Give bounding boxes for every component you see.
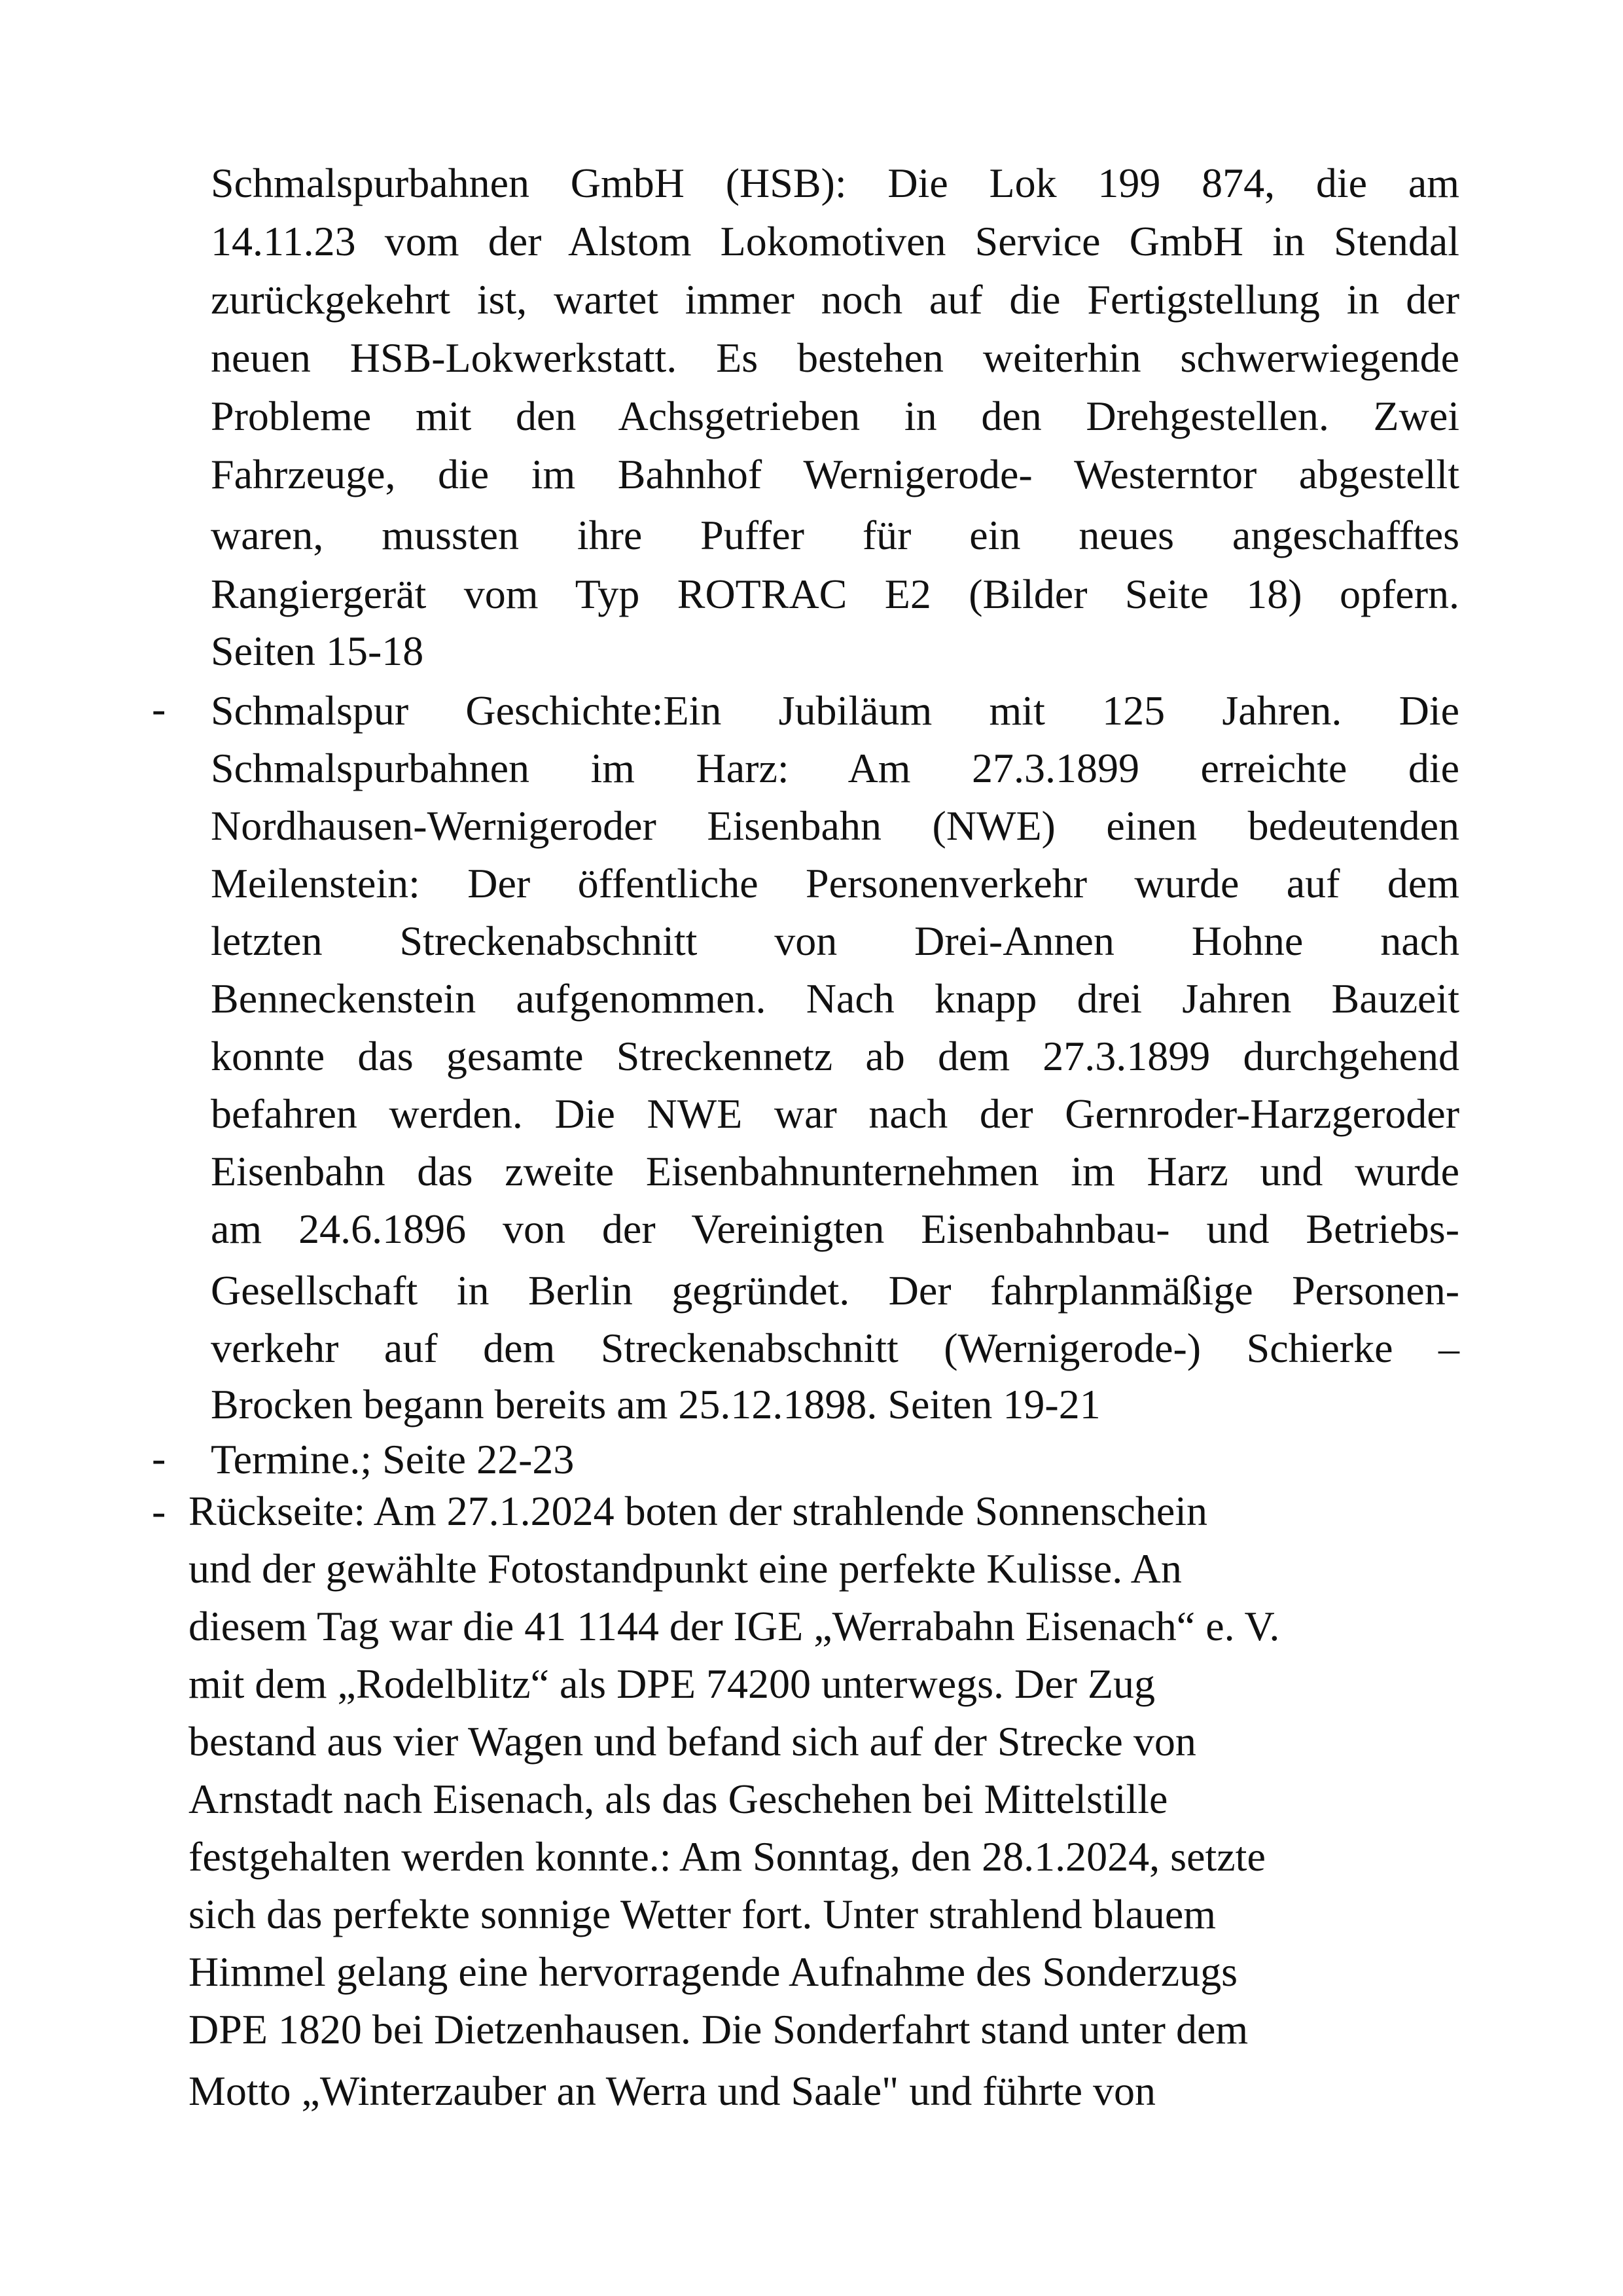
- text-line: zurückgekehrt ist, wartet immer noch auf die Fertigstellung in der: [211, 276, 1459, 323]
- text-line: Seiten 15-18: [211, 628, 424, 674]
- text-line: Himmel gelang eine hervorragende Aufnahme des Sonderzugs: [188, 1948, 1238, 1995]
- text-line: Meilenstein: Der öffentliche Personenverkehr wurde auf dem: [211, 860, 1459, 906]
- text-line: Fahrzeuge, die im Bahnhof Wernigerode- Westerntor abgestellt: [211, 451, 1459, 497]
- text-line: befahren werden. Die NWE war nach der Gernroder-Harzgeroder: [211, 1090, 1459, 1137]
- bullet-dash: -: [152, 1488, 166, 1534]
- text-line: Benneckenstein aufgenommen. Nach knapp drei Jahren Bauzeit: [211, 975, 1459, 1022]
- text-line: Schmalspurbahnen im Harz: Am 27.3.1899 erreichte die: [211, 745, 1459, 791]
- text-line: Motto „Winterzauber an Werra und Saale" und führte von: [188, 2068, 1156, 2114]
- text-line: neuen HSB-Lokwerkstatt. Es bestehen weiterhin schwerwiegende: [211, 334, 1459, 381]
- text-line: Rückseite: Am 27.1.2024 boten der strahlende Sonnenschein: [188, 1488, 1208, 1534]
- text-line: Schmalspurbahnen GmbH (HSB): Die Lok 199 874, die am: [211, 160, 1459, 206]
- text-line: 14.11.23 vom der Alstom Lokomotiven Service GmbH in Stendal: [211, 218, 1459, 264]
- text-line: diesem Tag war die 41 1144 der IGE „Werrabahn Eisenach“ e. V.: [188, 1603, 1280, 1649]
- text-line: Brocken begann bereits am 25.12.1898. Seiten 19-21: [211, 1381, 1101, 1427]
- text-line: Schmalspur Geschichte:Ein Jubiläum mit 125 Jahren. Die: [211, 687, 1459, 734]
- text-line: waren, mussten ihre Puffer für ein neues angeschafftes: [211, 512, 1459, 558]
- text-line: konnte das gesamte Streckennetz ab dem 27.3.1899 durchgehend: [211, 1033, 1459, 1079]
- text-line: mit dem „Rodelblitz“ als DPE 74200 unterwegs. Der Zug: [188, 1660, 1156, 1707]
- text-line: letzten Streckenabschnitt von Drei-Annen Hohne nach: [211, 918, 1459, 964]
- text-line: Nordhausen-Wernigeroder Eisenbahn (NWE) einen bedeutenden: [211, 802, 1459, 849]
- text-line: Termine.; Seite 22-23: [211, 1436, 575, 1482]
- text-line: verkehr auf dem Streckenabschnitt (Wernigerode-) Schierke –: [211, 1325, 1459, 1371]
- text-line: DPE 1820 bei Dietzenhausen. Die Sonderfahrt stand unter dem: [188, 2006, 1249, 2053]
- text-line: Arnstadt nach Eisenach, als das Geschehen bei Mittelstille: [188, 1776, 1168, 1822]
- text-line: Gesellschaft in Berlin gegründet. Der fahrplanmäßige Personen-: [211, 1267, 1459, 1314]
- text-line: Eisenbahn das zweite Eisenbahnunternehmen im Harz und wurde: [211, 1148, 1459, 1194]
- bullet-dash: -: [152, 685, 166, 732]
- text-line: Probleme mit den Achsgetrieben in den Drehgestellen. Zwei: [211, 393, 1459, 439]
- text-line: bestand aus vier Wagen und befand sich auf der Strecke von: [188, 1718, 1196, 1765]
- text-line: am 24.6.1896 von der Vereinigten Eisenbahnbau- und Betriebs-: [211, 1206, 1459, 1252]
- text-line: Rangiergerät vom Typ ROTRAC E2 (Bilder Seite 18) opfern.: [211, 571, 1459, 617]
- text-line: sich das perfekte sonnige Wetter fort. Unter strahlend blauem: [188, 1891, 1217, 1937]
- bullet-dash: -: [152, 1435, 166, 1481]
- text-line: und der gewählte Fotostandpunkt eine perfekte Kulisse. An: [188, 1545, 1182, 1592]
- text-line: festgehalten werden konnte.: Am Sonntag, den 28.1.2024, setzte: [188, 1833, 1266, 1880]
